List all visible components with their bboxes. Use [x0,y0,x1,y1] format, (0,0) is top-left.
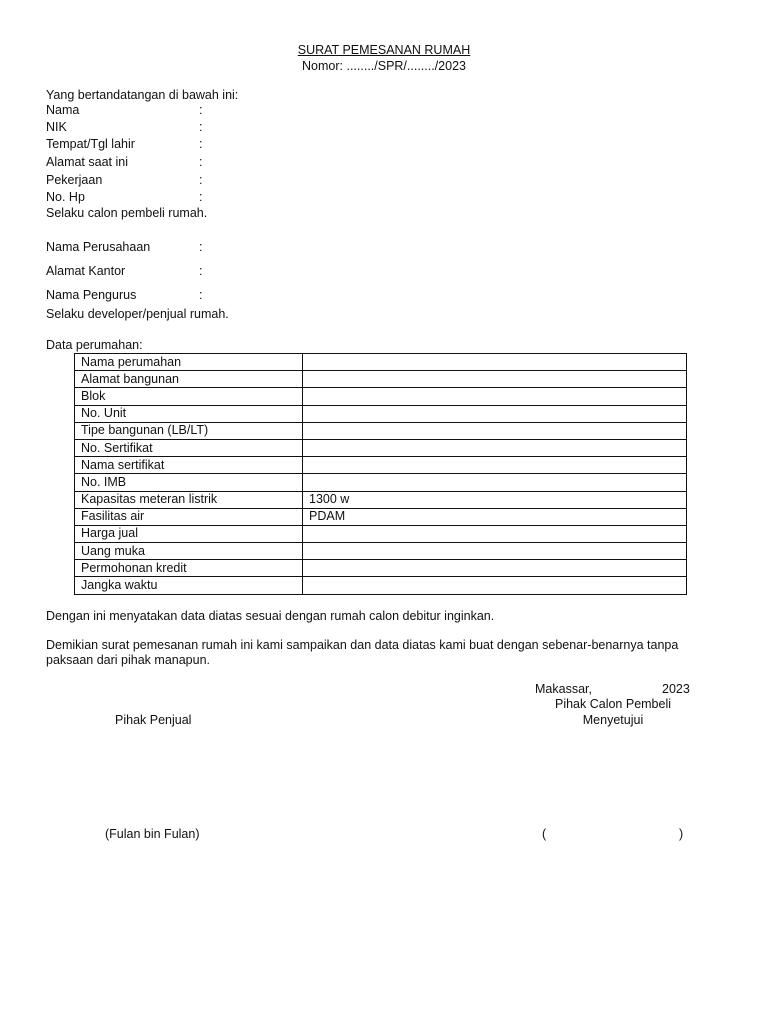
statement-second-line2: paksaan dari pihak manapun. [46,653,211,667]
buyer-field-nama [46,102,79,119]
row-label: Alamat bangunan [75,371,303,388]
row-value [303,543,687,560]
buyer-intro: Yang bertandatangan di bawah ini: [46,88,239,102]
statement-first: Dengan ini menyatakan data diatas sesuai dengan rumah calon debitur inginkan. [46,609,495,623]
field-label: Nama Pengurus [46,288,137,302]
field-colon: : [199,173,203,187]
table-row [75,405,687,422]
seller-field-alamat-kantor [46,263,125,280]
seller-field-nama-pengurus [46,287,136,304]
field-label: Nama [46,103,80,117]
row-label: Harga jual [75,525,303,542]
field-label: Alamat saat ini [46,155,128,169]
row-value [303,371,687,388]
field-colon: : [199,120,203,134]
field-label: NIK [46,120,67,134]
buyer-name-close: ) [679,827,684,841]
table-row [75,560,687,577]
row-label: No. Sertifikat [75,439,303,456]
row-value [303,388,687,405]
table-row [75,543,687,560]
field-label: Nama Perusahaan [46,240,151,254]
table-row [75,371,687,388]
table-row [75,388,687,405]
document-number: Nomor: ......../SPR/......../2023 [302,59,466,73]
field-colon: : [199,155,203,169]
table-row [75,491,687,508]
signature-year: 2023 [662,682,690,696]
field-colon: : [199,137,203,151]
buyer-field-tempat-tgl-lahir [46,136,135,153]
row-value: 1300 w [303,491,687,508]
row-label: No. IMB [75,474,303,491]
buyer-field-alamat [46,154,128,171]
field-colon: : [199,240,203,254]
row-label: Blok [75,388,303,405]
buyer-name-open: ( [542,827,547,841]
row-value [303,577,687,594]
table-row [75,508,687,525]
row-label: Nama perumahan [75,354,303,371]
buyer-status: Menyetujui [582,713,644,727]
row-value [303,560,687,577]
seller-field-nama-perusahaan [46,239,150,256]
field-colon: : [199,103,203,117]
buyer-closing: Selaku calon pembeli rumah. [46,206,208,220]
row-value: PDAM [303,508,687,525]
row-label: Uang muka [75,543,303,560]
signature-place: Makassar, [535,682,592,696]
seller-closing: Selaku developer/penjual rumah. [46,307,229,321]
buyer-field-pekerjaan [46,172,102,189]
field-colon: : [199,190,203,204]
field-colon: : [199,264,203,278]
row-label: No. Unit [75,405,303,422]
field-label: Pekerjaan [46,173,103,187]
buyer-field-nik [46,119,67,136]
table-row [75,525,687,542]
row-value [303,457,687,474]
table-row [75,457,687,474]
row-label: Permohonan kredit [75,560,303,577]
field-label: Tempat/Tgl lahir [46,137,135,151]
table-row [75,474,687,491]
housing-data-table [74,353,687,595]
field-label: Alamat Kantor [46,264,126,278]
seller-title: Pihak Penjual [115,713,192,727]
row-value [303,439,687,456]
table-row [75,577,687,594]
row-label: Tipe bangunan (LB/LT) [75,422,303,439]
row-label: Nama sertifikat [75,457,303,474]
row-label: Kapasitas meteran listrik [75,491,303,508]
row-label: Fasilitas air [75,508,303,525]
statement-second-line1: Demikian surat pemesanan rumah ini kami sampaikan dan data diatas kami buat dengan sebenar-benarnya tanpa [46,638,679,652]
document-title: SURAT PEMESANAN RUMAH [297,43,471,57]
field-colon: : [199,288,203,302]
row-value [303,422,687,439]
row-value [303,405,687,422]
table-row [75,354,687,371]
seller-name: (Fulan bin Fulan) [105,827,200,841]
table-row [75,439,687,456]
row-value [303,474,687,491]
buyer-title: Pihak Calon Pembeli [554,697,672,711]
field-label: No. Hp [46,190,85,204]
row-label: Jangka waktu [75,577,303,594]
row-value [303,354,687,371]
housing-heading: Data perumahan: [46,338,143,352]
table-row [75,422,687,439]
row-value [303,525,687,542]
buyer-field-no-hp [46,189,85,206]
